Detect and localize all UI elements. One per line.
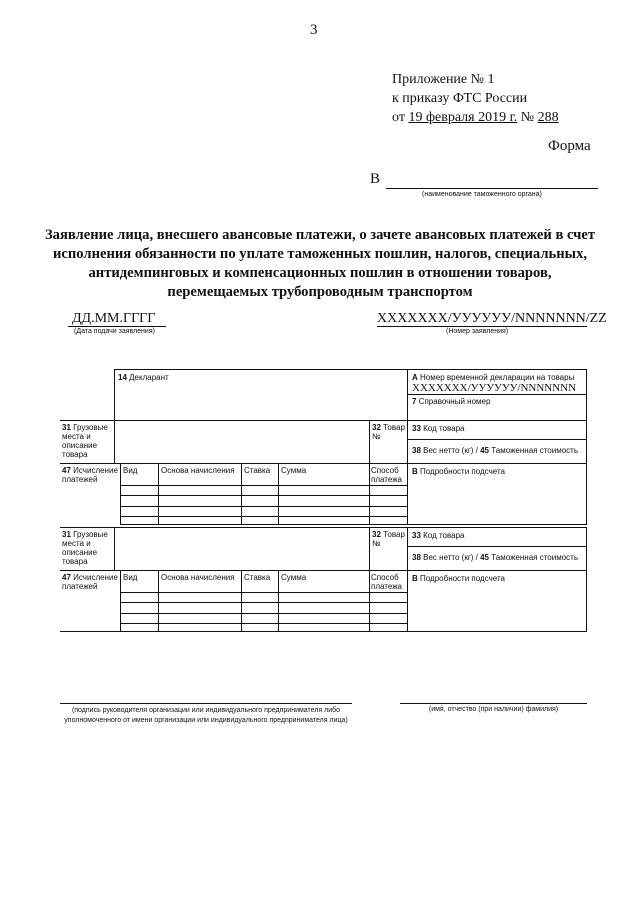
appendix-from: от <box>392 110 405 125</box>
name-line[interactable] <box>400 703 587 704</box>
places-label: 31 Грузовые места и описание товара <box>62 530 108 566</box>
calc-header-method: Способ платежа <box>371 573 403 591</box>
calc-label: 47 Исчисление платежей <box>62 573 118 591</box>
signature-caption: (подпись руководителя организации или индивидуального предпринимателя либо уполномоченного от имени организации или индивидуального предпринимателя лица) <box>64 707 348 724</box>
box-a-label: Номер временной декларации на товары <box>420 373 575 382</box>
calc-header-rate: Ставка <box>244 573 271 582</box>
customs-prefix: В <box>370 171 381 187</box>
appendix-line-1: Приложение № 1 <box>392 72 495 87</box>
calc-header-base: Основа начисления <box>161 573 235 582</box>
document-title: Заявление лица, внесшего авансовые платежи, о зачете авансовых платежей в счет исполнения обязанности по уплате таможенных пошлин, налогов, специальных, антидемпинговых и компенсационных пошлин в отношении товаров, перемещаемых трубопроводным транспортом <box>44 227 596 300</box>
date-line <box>68 326 166 327</box>
declarant-box[interactable]: 14 Декларант <box>114 369 408 421</box>
number-value[interactable]: XXXXXXX/УУУУУУ/NNNNNNN/ZZ <box>377 311 607 326</box>
calc-header-base: Основа начисления <box>161 466 235 475</box>
calc-header-type: Вид <box>123 573 138 582</box>
details-cell[interactable]: В Подробности подсчета <box>407 570 587 632</box>
order-date: 19 февраля 2019 г. <box>408 110 518 125</box>
customs-line[interactable] <box>386 188 598 189</box>
details-cell[interactable]: В Подробности подсчета <box>407 463 587 525</box>
calc-grid[interactable] <box>120 570 408 632</box>
calc-label: 47 Исчисление платежей <box>62 466 118 484</box>
date-caption: (Дата подачи заявления) <box>74 328 155 335</box>
product-code-label: 33 Код товара <box>412 424 465 433</box>
number-line <box>377 326 587 327</box>
order-number: 288 <box>537 110 559 125</box>
customs-caption: (наименование таможенного органа) <box>422 191 542 198</box>
calc-header-method: Способ платежа <box>371 466 403 484</box>
calc-header-type: Вид <box>123 466 138 475</box>
box-a[interactable]: А Номер временной декларации на товары XXXXXXX/УУУУУУ/NNNNNNN 7 Справочный номер <box>407 369 587 421</box>
date-value[interactable]: ДД.ММ.ГГГГ <box>72 311 156 326</box>
weight-value-label: 38 Вес нетто (кг) / 45 Таможенная стоимость <box>412 446 578 455</box>
declarant-label: Декларант <box>129 373 169 382</box>
calc-header-sum: Сумма <box>281 466 307 475</box>
form-label: Форма <box>548 138 591 154</box>
product-code-label: 33 Код товара <box>412 531 465 540</box>
name-caption: (имя, отчество (при наличии) фамилия) <box>428 706 559 713</box>
item-number-cell[interactable]: 32 Товар № <box>369 420 408 464</box>
page-number: 3 <box>310 22 318 38</box>
calc-header-rate: Ставка <box>244 466 271 475</box>
order-number-sign: № <box>520 110 535 125</box>
code-weight-cell[interactable] <box>407 527 587 571</box>
temp-declaration-number[interactable]: XXXXXXX/УУУУУУ/NNNNNNN <box>412 382 577 394</box>
appendix-line-2: к приказу ФТС России <box>392 91 528 106</box>
ref-number-label: Справочный номер <box>418 397 491 406</box>
calc-grid[interactable] <box>120 463 408 525</box>
weight-value-label: 38 Вес нетто (кг) / 45 Таможенная стоимость <box>412 553 578 562</box>
code-weight-cell[interactable] <box>407 420 587 464</box>
ref-number-cell[interactable]: 7 Справочный номер <box>412 397 491 406</box>
calc-header-sum: Сумма <box>281 573 307 582</box>
item-number-cell[interactable]: 32 Товар № <box>369 527 408 571</box>
number-caption: (Номер заявления) <box>446 328 509 335</box>
places-label: 31 Грузовые места и описание товара <box>62 423 108 459</box>
appendix-line-3 <box>392 108 559 127</box>
signature-line[interactable] <box>60 703 352 704</box>
